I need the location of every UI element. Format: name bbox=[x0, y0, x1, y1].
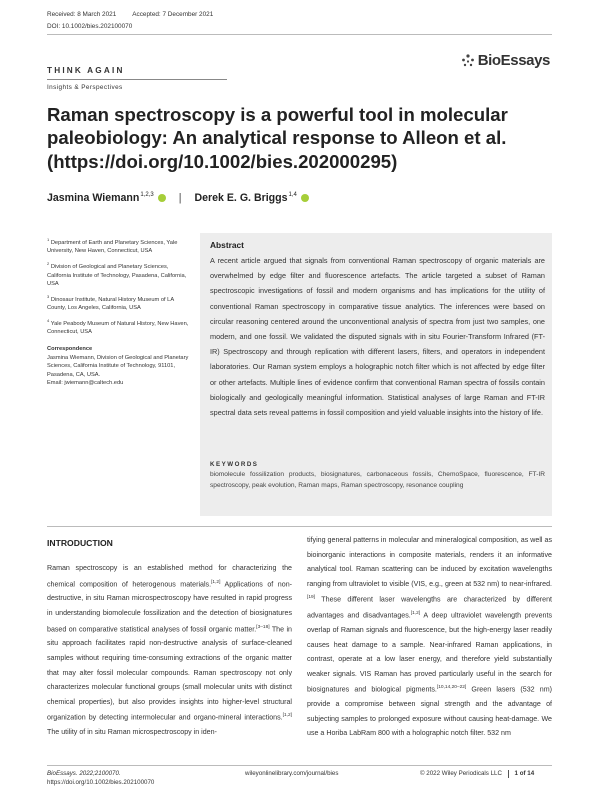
divider bbox=[508, 770, 509, 778]
correspondence-heading: Correspondence bbox=[47, 345, 192, 354]
citation-ref[interactable]: [1,2] bbox=[411, 611, 420, 616]
footer-copyright: © 2022 Wiley Periodicals LLC bbox=[420, 770, 502, 778]
article-subcategory: Insights & Perspectives bbox=[47, 84, 123, 91]
divider bbox=[47, 79, 227, 80]
abstract-text: A recent article argued that signals from conventional Raman spectroscopy of organic materials are overwhelmed by edge filter and fluorescence artefacts. The article targeted a subset of Raman spectroscopic investigations of fossil and modern organisms and has implications for the utility of conventional Raman spectroscopy in comparative tissue analytics. The inferences were based on circular reasoning centered around the unconventional analysis of spectra from just two samples, one modern, and one fossil. We validated the disputed signals with in situ Fourier-Transform Infrared (FT-IR) Spectroscopy and through replication with different lasers, filters, and operators in independent laboratories. Our Raman system employs a holographic notch filter which is not affected by edge filter or other artefacts. Multiple lines of evidence confirm that conventional Raman spectra of fossils contain biologically and geologically meaningful information. Statistical analyses of large Raman and FT-IR spectral data sets reveal patterns in fossil composition and yield valuable insights into the history of life. bbox=[210, 253, 545, 420]
divider bbox=[47, 526, 552, 527]
author-list bbox=[47, 192, 309, 204]
article-category: THINK AGAIN bbox=[47, 66, 125, 75]
body-column-left: Raman spectroscopy is an established method for characterizing the chemical composition of heterogenous materials.[1,2] Applications of non-destructive, in situ Raman microspectroscopy have resulted in rapid progress in understanding biomolecule fossilization and the detection of biosignatures based on comparative statistical analyses of fossil organic matter.[3–18] The in situ approach facilitates rapid non-destructive analysis of surface-cleaned samples without requiring time-consuming extractions of the organic matter that may alter fossil molecular compounds. Raman spectroscopy not only characterizes molecular functional groups (small molecular units with distinct chemical properties), but also provides insights into higher-level structural organization by detecting intermolecular and organo-mineral interactions.[1,2] The utility of in situ Raman microspectroscopy in iden- bbox=[47, 561, 292, 740]
footer-url[interactable]: wileyonlinelibrary.com/journal/bies bbox=[245, 770, 338, 777]
affiliations bbox=[47, 236, 192, 392]
orcid-icon[interactable] bbox=[301, 194, 309, 202]
affiliation: $^3$ Dinosaur Institute, Natural History Museum of LA County, Los Angeles, California, USA bbox=[47, 293, 192, 313]
article-title: Raman spectroscopy is a powerful tool in molecular paleobiology: An analytical response to Alleon et al. (https://doi.org/10.1002/bies.202000295) bbox=[47, 103, 527, 173]
author[interactable]: Jasmina Wiemann$^{1,2,3}$ bbox=[47, 192, 154, 204]
correspondence-text: Jasmina Wiemann, Division of Geological and Planetary Sciences, California Institute of Technology, 91101, Pasadena, CA, USA. Email: jwiemann@caltech.edu bbox=[47, 354, 192, 388]
citation-ref[interactable]: [3–18] bbox=[256, 625, 269, 630]
author-separator: | bbox=[179, 192, 182, 204]
footer-doi-link[interactable]: https://doi.org/10.1002/bies.202100070 bbox=[47, 779, 154, 787]
accepted-date: Accepted: 7 December 2021 bbox=[132, 11, 213, 18]
citation-ref[interactable]: [19] bbox=[307, 595, 315, 600]
author[interactable]: Derek E. G. Briggs$^{1,4}$ bbox=[194, 192, 296, 204]
citation-ref[interactable]: [1,2] bbox=[283, 713, 292, 718]
footer-citation bbox=[47, 770, 154, 787]
bioessays-logo-icon bbox=[461, 54, 475, 68]
divider bbox=[47, 34, 552, 35]
affiliation: $^4$ Yale Peabody Museum of Natural History, New Haven, Connecticut, USA bbox=[47, 317, 192, 337]
correspondence-email[interactable]: Email: jwiemann@caltech.edu bbox=[47, 380, 123, 386]
keywords-heading: KEYWORDS bbox=[210, 461, 258, 468]
section-heading-introduction: INTRODUCTION bbox=[47, 538, 113, 548]
affiliation: $^1$ Department of Earth and Planetary Sciences, Yale University, New Haven, Connecticut, USA bbox=[47, 236, 192, 256]
orcid-icon[interactable] bbox=[158, 194, 166, 202]
divider bbox=[47, 765, 552, 766]
abstract-heading: Abstract bbox=[210, 240, 244, 250]
affiliation: $^2$ Division of Geological and Planetary Sciences, California Institute of Technology, Pasadena, California, USA bbox=[47, 260, 192, 289]
keywords-text: biomolecule fossilization products, biosignatures, carbonaceous fossils, ChemoSpace, fluorescence, FT-IR spectroscopy, peak evolution, Raman maps, Raman spectroscopy, resonance coupling bbox=[210, 470, 545, 491]
journal-logo bbox=[461, 52, 550, 69]
body-column-right: tifying general patterns in molecular and mineralogical composition, as well as bioinorganic interactions in composite materials, renders it an informative analytical tool. Raman scattering can be induced by excitation wavelengths ranging from ultraviolet to visible (VIS, e.g., green at 532 nm) to near-infrared.[19] These different laser wavelengths are characterized by different advantages and disadvantages.[1,2] A deep ultraviolet wavelength prevents overlap of Raman signals and fluorescence, but the high-energy laser readily causes heat damage to a sample. Near-infrared Raman applications, in contrast, operate at a low laser energy, and therefore yield substantially weaker signals. VIS Raman has proved particularly useful in the search for biosignatures and biological pigments.[10,14,20–22] Green lasers (532 nm) provide a compromise between signal strength and the advantage of subjecting samples to prolonged exposure without causing heat-damage. We use a Horiba LabRam 800 with a holographic notch filter. 532 nm bbox=[307, 533, 552, 741]
citation-ref[interactable]: [1,2] bbox=[211, 580, 220, 585]
page-number: 1 of 14 bbox=[515, 770, 535, 778]
journal-logo-text: BioEssays bbox=[478, 52, 550, 69]
doi[interactable]: DOI: 10.1002/bies.202100070 bbox=[47, 23, 132, 30]
footer-journal: BioEssays. 2022;2100070. bbox=[47, 770, 154, 779]
footer-right bbox=[420, 770, 534, 778]
received-date: Received: 8 March 2021 bbox=[47, 11, 116, 18]
article-dates bbox=[47, 11, 213, 18]
citation-ref[interactable]: [10,14,20–22] bbox=[437, 685, 466, 690]
